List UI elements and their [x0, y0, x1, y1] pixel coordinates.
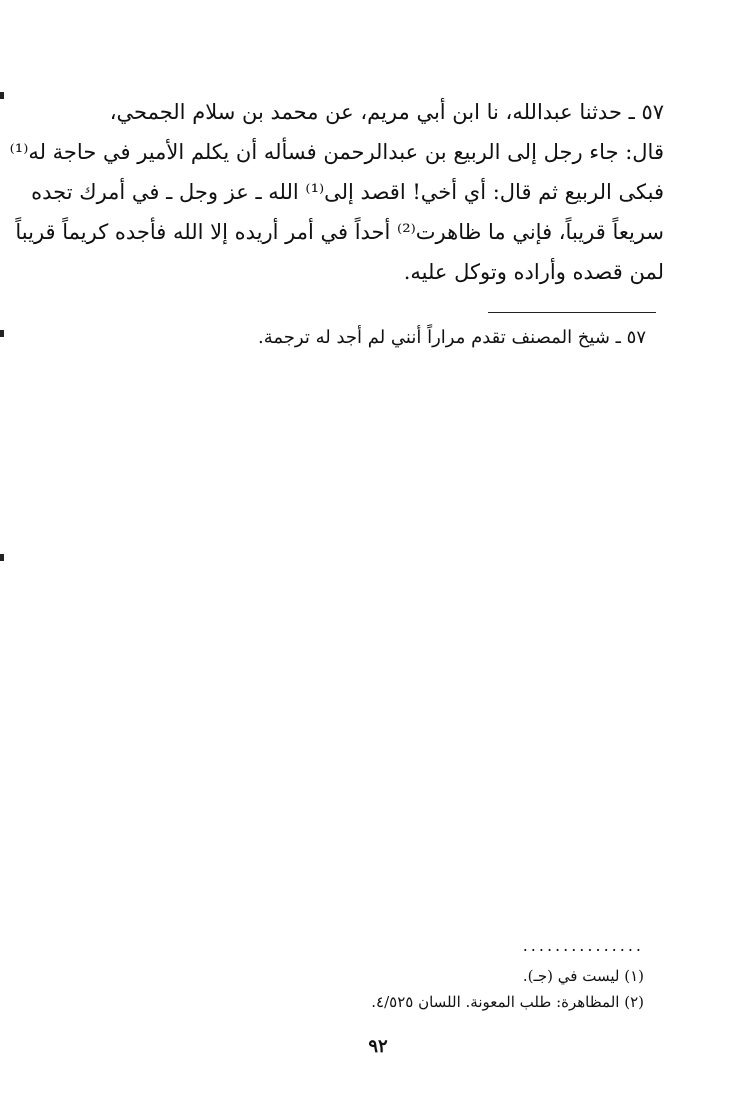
- footnote-1: (١) ليست في (جـ).: [522, 967, 644, 985]
- page-number: ٩٢: [368, 1036, 388, 1057]
- margin-mark: [0, 92, 4, 99]
- paragraph-line: سريعاً قريباً، فإني ما ظاهرت⁽²⁾ أحداً في أمر أريده إلا الله فأجده كريماً قريباً: [15, 220, 664, 244]
- note-separator-rule: [488, 312, 656, 313]
- commentary-note: ٥٧ ـ شيخ المصنف تقدم مراراً أنني لم أجد له ترجمة.: [258, 327, 646, 348]
- paragraph-line: فبكى الربيع ثم قال: أي أخي! اقصد إلى⁽¹⁾ الله ـ عز وجل ـ في أمرك تجده: [31, 180, 664, 204]
- paragraph-line: ٥٧ ـ حدثنا عبدالله، نا ابن أبي مريم، عن محمد بن سلام الجمحي،: [109, 100, 664, 124]
- paragraph-line: لمن قصده وأراده وتوكل عليه.: [403, 260, 664, 284]
- paragraph-line: قال: جاء رجل إلى الربيع بن عبدالرحمن فسأله أن يكلم الأمير في حاجة له⁽¹⁾: [9, 140, 664, 164]
- footnote-2: (٢) المظاهرة: طلب المعونة. اللسان ٤/٥٢٥.: [371, 993, 644, 1011]
- margin-mark: [0, 330, 4, 337]
- footnote-separator: ...............: [522, 936, 644, 955]
- margin-mark: [0, 554, 4, 561]
- hadith-paragraph: [9, 92, 664, 292]
